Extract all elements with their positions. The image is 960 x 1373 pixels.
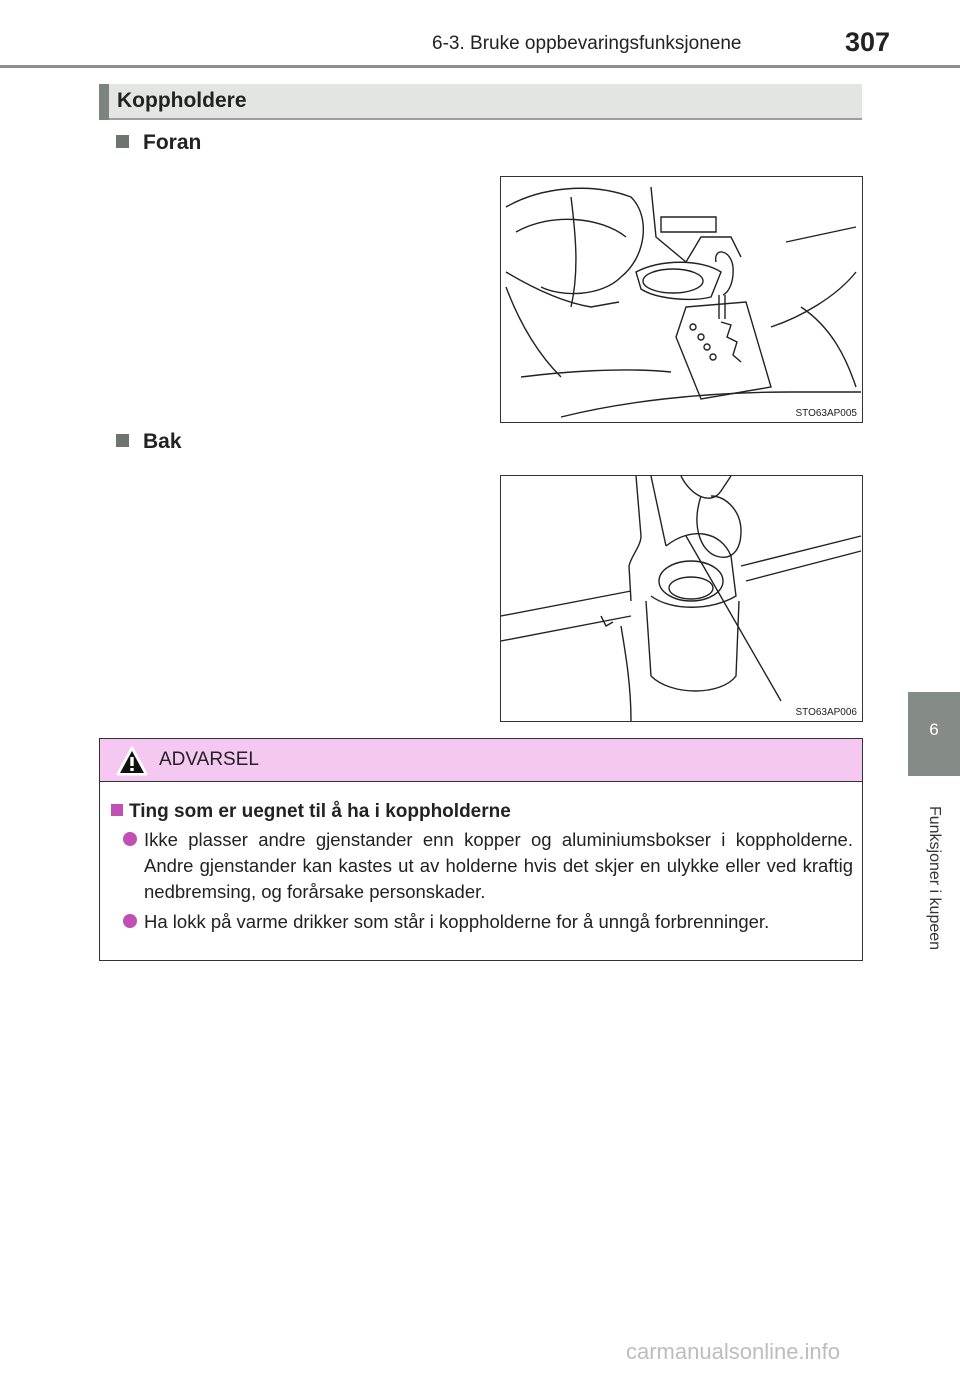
side-tab-label: Funksjoner i kupeen <box>926 805 943 951</box>
figure-rear-cupholder <box>500 475 863 722</box>
section-accent <box>99 84 109 120</box>
warning-bullet <box>123 909 853 935</box>
front-cupholder-illustration <box>501 177 862 422</box>
section-heading <box>99 84 862 120</box>
figure-rear-code: STO63AP006 <box>795 707 857 718</box>
warning-bullet <box>123 827 853 905</box>
subsection-rear-label: Bak <box>143 430 182 453</box>
subsection-front-label: Foran <box>143 131 202 154</box>
rear-cupholder-illustration <box>501 476 862 721</box>
round-bullet-icon <box>123 832 137 846</box>
round-bullet-icon <box>123 914 137 928</box>
side-tab-number: 6 <box>929 720 939 739</box>
side-tab <box>908 692 960 776</box>
square-bullet-icon <box>111 804 123 816</box>
section-title: Koppholdere <box>117 89 247 112</box>
warning-subtitle <box>111 801 511 823</box>
warning-bullet-text: Ha lokk på varme drikker som står i koppholderne for å unngå forbrenninger. <box>144 911 770 932</box>
header-title: 6-3. Bruke oppbevaringsfunksjonene <box>432 33 742 54</box>
subsection-front-heading <box>116 131 201 155</box>
warning-subtitle-text: Ting som er uegnet til å ha i koppholderne <box>129 801 511 822</box>
figure-front-cupholder <box>500 176 863 423</box>
warning-box <box>99 738 863 961</box>
square-bullet-icon <box>116 434 129 447</box>
figure-front-code: STO63AP005 <box>795 408 857 419</box>
warning-triangle-icon <box>116 746 148 776</box>
warning-bullet-text: Ikke plasser andre gjenstander enn kopper og aluminiumsbokser i koppholderne. Andre gjenstander kan kastes ut av holderne hvis det skjer en ulykke eller ved kraftig nedbremsing, og forårsake personskader. <box>144 829 853 902</box>
watermark: carmanualsonline.info <box>626 1339 841 1364</box>
square-bullet-icon <box>116 135 129 148</box>
subsection-rear-heading <box>116 430 182 454</box>
page-number: 307 <box>845 27 891 57</box>
header-rule <box>0 65 960 68</box>
warning-header-label: ADVARSEL <box>159 749 259 770</box>
warning-header <box>100 739 862 782</box>
